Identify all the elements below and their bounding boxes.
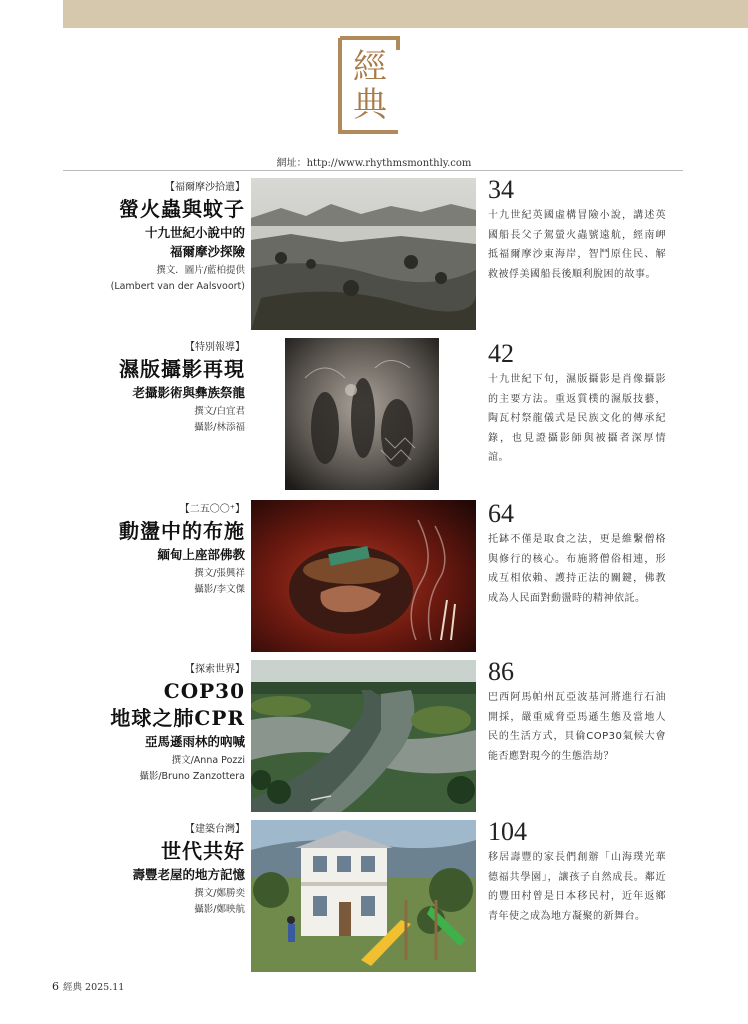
article-subtitle: 福爾摩沙探險 xyxy=(169,244,245,259)
article-title[interactable]: COP30 xyxy=(163,679,245,703)
article-credit: 攝影/林添福 xyxy=(194,422,245,433)
article-photo[interactable] xyxy=(285,338,439,490)
article-description: 十九世紀英國虛構冒險小說，講述英國船長父子駕螢火蟲號遠航，經南岬抵福爾摩沙東海岸，智鬥原住民、解救被俘美國船長後順利脫困的故事。 xyxy=(488,210,666,280)
website-url xyxy=(0,154,748,169)
article-photo[interactable] xyxy=(251,660,476,812)
page-number[interactable]: 34 xyxy=(488,175,514,204)
article-title[interactable]: 地球之肺CPR xyxy=(110,706,245,730)
entry-heading xyxy=(45,338,245,436)
section-tag: 【二五〇〇⁺】 xyxy=(179,504,245,515)
article-credit: 撰文/Anna Pozzi xyxy=(171,755,245,766)
entry-heading xyxy=(45,178,245,295)
logo-char-1: 經 xyxy=(353,47,387,87)
article-credit: 攝影/鄭映航 xyxy=(194,904,245,915)
article-photo[interactable] xyxy=(251,820,476,972)
article-description: 巴西阿馬帕州瓦亞波基河將進行石油開採，嚴重威脅亞馬遜生態及當地人民的生活方式，貝倫COP30氣候大會能否應對現今的生態浩劫？ xyxy=(488,692,666,762)
page-number[interactable]: 86 xyxy=(488,657,514,686)
article-subtitle: 緬甸上座部佛教 xyxy=(157,547,245,562)
magazine-logo xyxy=(334,36,404,134)
page-number[interactable]: 64 xyxy=(488,499,514,528)
article-credit: 撰文/鄭勝奕 xyxy=(194,888,245,899)
article-photo[interactable] xyxy=(251,178,476,330)
section-tag: 【探索世界】 xyxy=(185,664,245,675)
section-tag: 【特別報導】 xyxy=(185,342,245,353)
article-subtitle: 亞馬遜雨林的吶喊 xyxy=(144,734,245,749)
entry-heading xyxy=(45,660,245,785)
article-photo[interactable] xyxy=(251,500,476,652)
page-footer xyxy=(52,979,124,993)
article-title[interactable]: 螢火蟲與蚊子 xyxy=(119,197,245,221)
article-description: 十九世紀下旬，濕版攝影是肖像攝影的主要方法。重返質樸的濕版技藝，陶瓦村祭龍儀式是民族文化的傳承紀錄，也見證攝影師與被攝者深厚情誼。 xyxy=(488,374,666,463)
article-title[interactable]: 濕版攝影再現 xyxy=(119,357,245,381)
footer-page-number: 6 xyxy=(52,980,59,993)
article-description: 移居壽豐的家長們創辦「山海璞光華德福共學園」，讓孩子自然成長。鄰近的豐田村曾是日本移民村，近年返鄉青年使之成為地方凝聚的新舞台。 xyxy=(488,852,666,922)
article-subtitle: 十九世紀小說中的 xyxy=(144,225,245,240)
section-tag: 【建築台灣】 xyxy=(185,824,245,835)
logo-char-2: 典 xyxy=(353,85,387,125)
article-credit: 撰文/張興祥 xyxy=(194,568,245,579)
footer-text: 經典 2025.11 xyxy=(63,982,125,993)
entry-heading xyxy=(45,500,245,598)
page-number[interactable]: 104 xyxy=(488,817,527,846)
article-credit: (Lambert van der Aalsvoort) xyxy=(110,281,245,292)
article-credit: 攝影/李文傑 xyxy=(194,584,245,595)
article-subtitle: 老攝影術與彝族祭龍 xyxy=(132,385,245,400)
article-credit: 撰文/白宜君 xyxy=(194,406,245,417)
article-description: 托缽不僅是取食之法，更是維繫僧格與修行的核心。布施將僧俗相連，形成互相依賴、護持正法的關鍵，佛教成為人民面對動盪時的精神依託。 xyxy=(488,534,666,604)
article-subtitle: 壽豐老屋的地方記憶 xyxy=(132,867,245,882)
page-number[interactable]: 42 xyxy=(488,339,514,368)
header-divider xyxy=(63,170,683,171)
entry-heading xyxy=(45,820,245,918)
article-credit: 撰文．圖片/藍柏提供 xyxy=(156,265,245,276)
article-credit: 攝影/Bruno Zanzottera xyxy=(139,771,245,782)
section-tag: 【福爾摩沙拾遺】 xyxy=(165,182,245,193)
article-title[interactable]: 世代共好 xyxy=(161,839,245,863)
url-link[interactable]: http://www.rhythmsmonthly.com xyxy=(306,158,472,169)
article-title[interactable]: 動盪中的布施 xyxy=(119,519,245,543)
url-label: 網址： xyxy=(276,158,307,169)
top-color-bar xyxy=(63,0,748,28)
